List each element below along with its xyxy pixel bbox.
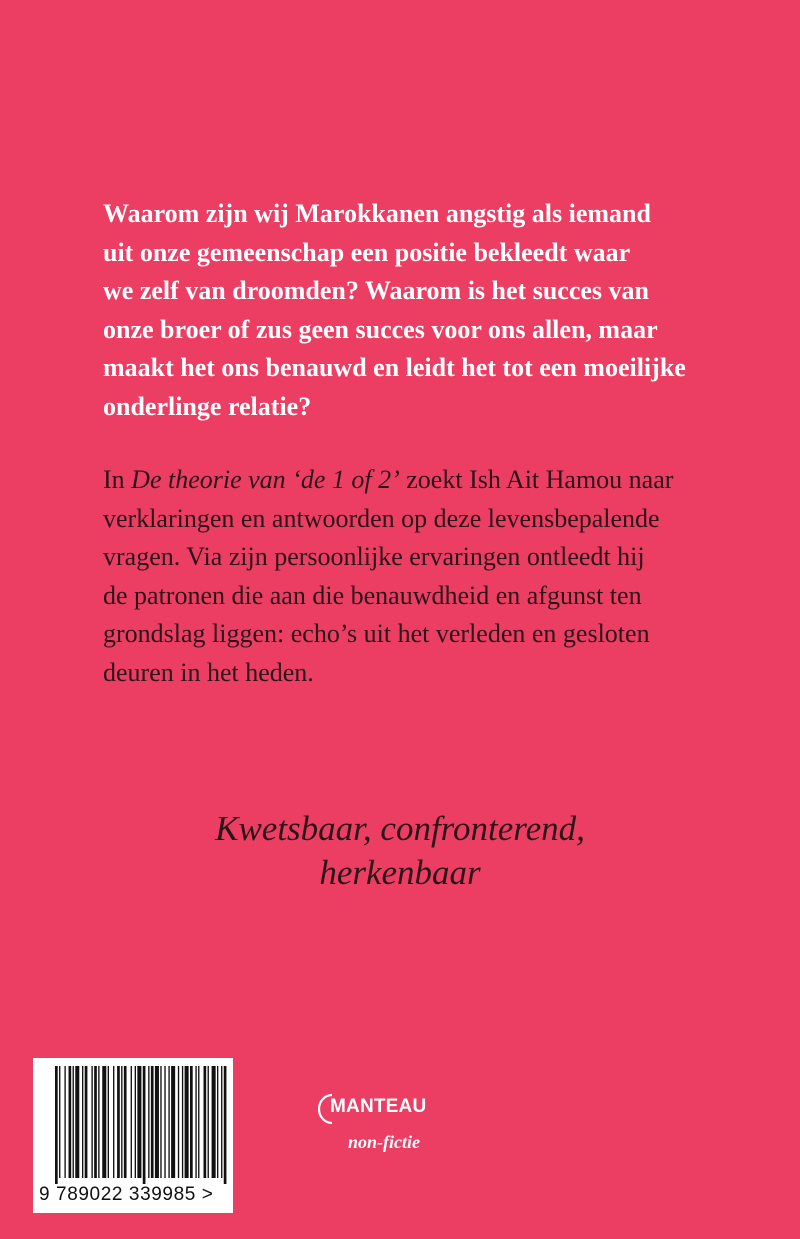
barcode-bar — [212, 1066, 216, 1178]
barcode-bar — [113, 1066, 114, 1178]
barcode-bar — [69, 1066, 72, 1178]
description-line: grondslag liggen: echo’s uit het verleden en gesloten — [103, 619, 650, 649]
barcode-bar — [85, 1066, 88, 1178]
isbn-barcode — [33, 1058, 233, 1213]
intro-line: maakt het ons benauwd en leidt het tot een moeilijke — [103, 353, 686, 383]
isbn-number: 9 789022 339985 > — [39, 1184, 214, 1205]
intro-line: uit onze gemeenschap een positie bekleedt waar — [103, 237, 631, 267]
intro-line: onze broer of zus geen succes voor ons allen, maar — [103, 314, 658, 344]
barcode-bar — [64, 1066, 65, 1178]
barcode-bar — [117, 1066, 120, 1178]
intro-line: onderlinge relatie? — [103, 391, 312, 421]
tagline-quote — [0, 807, 800, 895]
barcode-bar — [160, 1066, 161, 1178]
description-line — [103, 461, 703, 500]
barcode-bar — [108, 1066, 109, 1178]
barcode-bar — [171, 1066, 175, 1178]
barcode-bar — [59, 1066, 60, 1178]
barcode-bar — [124, 1066, 127, 1178]
barcode-bar — [182, 1066, 183, 1178]
barcode-bar — [178, 1066, 179, 1178]
barcode-bars — [55, 1066, 227, 1184]
description-line: vragen. Via zijn persoonlijke ervaringen ontleedt hij — [103, 542, 645, 572]
barcode-bar — [91, 1066, 92, 1178]
description-paragraph — [103, 461, 703, 693]
barcode-bar — [135, 1066, 136, 1178]
barcode-bar — [208, 1066, 209, 1178]
barcode-bar — [94, 1066, 97, 1178]
barcode-bar — [55, 1066, 58, 1184]
barcode-bar — [137, 1066, 141, 1178]
barcode-bar — [204, 1066, 207, 1178]
barcode-bar — [143, 1066, 146, 1184]
barcode-bar — [98, 1066, 99, 1178]
barcode-bar — [164, 1066, 165, 1178]
barcode-bar — [151, 1066, 154, 1178]
barcode-bar — [82, 1066, 83, 1178]
barcode-bar — [73, 1066, 74, 1178]
publisher-logo — [318, 1092, 448, 1164]
barcode-bar — [224, 1066, 227, 1184]
description-suffix: zoekt Ish Ait Hamou naar — [399, 465, 674, 494]
barcode-bar — [198, 1066, 199, 1178]
description-prefix: In — [103, 465, 132, 494]
intro-line: we zelf van droomden? Waarom is het succes van — [103, 276, 649, 306]
barcode-bar — [75, 1066, 79, 1178]
intro-line: Waarom zijn wij Marokkanen angstig als iemand — [103, 199, 651, 228]
book-title: De theorie van ‘de 1 of 2’ — [131, 465, 400, 494]
description-line: verklaringen en antwoorden op deze levensbepalende — [103, 503, 660, 533]
barcode-bar — [217, 1066, 218, 1178]
barcode-bar — [155, 1066, 159, 1178]
barcode-bar — [148, 1066, 149, 1178]
barcode-bar — [102, 1066, 106, 1178]
barcode-bar — [195, 1066, 196, 1178]
tagline-line: Kwetsbaar, confronterend, — [215, 809, 585, 848]
publisher-name: MANTEAU — [330, 1096, 427, 1117]
tagline-line: herkenbaar — [319, 853, 481, 892]
barcode-bar — [221, 1066, 222, 1178]
barcode-bar — [185, 1066, 189, 1178]
publisher-imprint: non-fictie — [348, 1132, 420, 1152]
barcode-bar — [131, 1066, 132, 1178]
barcode-bar — [121, 1066, 122, 1178]
description-line: de patronen die aan die benauwdheid en afgunst ten — [103, 580, 642, 610]
barcode-bar — [190, 1066, 193, 1178]
barcode-bar — [168, 1066, 169, 1178]
intro-paragraph — [103, 195, 703, 427]
manteau-logo-mark — [318, 1092, 448, 1126]
description-line: deuren in het heden. — [103, 657, 314, 687]
